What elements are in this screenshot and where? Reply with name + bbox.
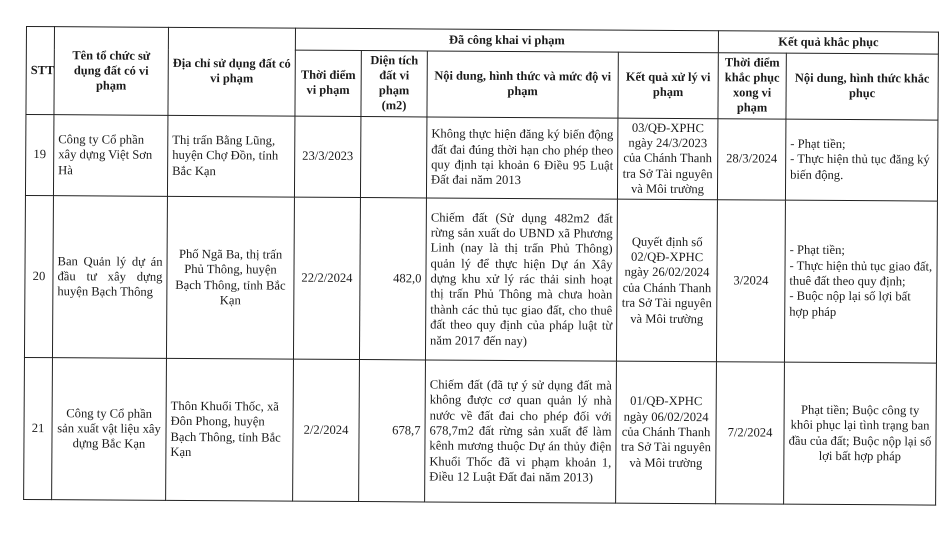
cell-stt: 19 [25, 114, 53, 196]
cell-fix-content [784, 362, 937, 505]
list-item: - Phạt tiền; [790, 136, 846, 151]
header-fix-content: Nội dung, hình thức khắc phục [786, 53, 938, 119]
list-item: - Phạt tiền; [789, 243, 845, 258]
cell-fix-time: 3/2024 [716, 200, 785, 362]
list-item: - Buộc nộp lại số lợi bất hợp pháp [789, 289, 911, 319]
header-address: Địa chỉ sử dụng đất có vi phạm [168, 27, 296, 115]
cell-org: Ban Quản lý dự án đầu tư xây dựng huyện Bạch Thông [52, 196, 167, 359]
cell-org: Công ty Cổ phần xây dựng Việt Sơn Hà [53, 114, 167, 196]
header-content: Nội dung, hình thức và mức độ vi phạm [427, 51, 618, 118]
cell-time: 2/2/2024 [293, 359, 360, 501]
violation-table [23, 26, 939, 506]
header-fix-time: Thời điểm khắc phục xong vi phạm [718, 53, 786, 119]
document-sheet [23, 26, 938, 494]
table-row [24, 358, 937, 506]
cell-org: Công ty Cổ phần sản xuất vật liệu xây dựng Bắc Kạn [52, 358, 167, 501]
cell-address: Phố Ngã Ba, thị trấn Phủ Thông, huyện Bạch Thông, tỉnh Bắc Kạn [166, 197, 294, 360]
cell-result: Quyết định số 02/QĐ-XPHC ngày 26/02/2024 của Chánh Thanh tra Sở Tài nguyên và Môi trường [616, 199, 717, 362]
list-item: - Thực hiện thủ tục giao đất, thuê đất theo quy định; [789, 258, 933, 289]
list-item: Phạt tiền; Buộc công ty khôi phục lại tình trạng ban đầu của đất; Buộc nộp lại số lợi bất hợp pháp [788, 402, 932, 464]
cell-content: Chiếm đất (đã tự ý sử dụng đất mà không được cơ quan quản lý nhà nước về đất đai cho phép đối với 678,7m2 đất rừng sản xuất để làm kênh mương thuộc Dự án thủy điện Khuổi Thốc đã vi phạm khoản 1, Điều 12 Luật Đất đai năm 2013) [425, 360, 617, 503]
cell-fix-time: 28/3/2024 [717, 118, 785, 200]
header-time: Thời điểm vi phạm [295, 50, 361, 116]
list-item: - Thực hiện thủ tục đăng ký biến động. [790, 151, 930, 182]
header-org: Tên tổ chức sử dụng đất có vi phạm [54, 27, 169, 115]
table-row [24, 196, 937, 364]
cell-result: 01/QĐ-XPHC ngày 06/02/2024 của Chánh Thanh tra Sở Tài nguyên và Môi trường [616, 361, 717, 504]
table-row [25, 114, 937, 201]
header-area: Diện tích đất vi phạm (m2) [361, 51, 427, 117]
cell-result: 03/QĐ-XPHC ngày 24/3/2023 của Chánh Thanh tra Sở Tài nguyên và Môi trường [617, 118, 717, 200]
cell-time: 23/3/2023 [294, 116, 360, 198]
cell-fix-content [785, 119, 937, 202]
cell-area [360, 116, 426, 198]
cell-area: 678,7 [359, 360, 426, 502]
cell-address: Thị trấn Bằng Lũng, huyện Chợ Đồn, tỉnh Bắc Kạn [167, 115, 294, 198]
cell-fix-time: 7/2/2024 [716, 362, 785, 504]
cell-fix-content [784, 200, 937, 363]
cell-time: 22/2/2024 [293, 197, 360, 359]
header-stt: STT [26, 27, 55, 115]
header-group-fix: Kết quả khắc phục [718, 31, 938, 54]
cell-area: 482,0 [359, 198, 426, 360]
cell-content: Chiếm đất (Sử dụng 482m2 đất rừng sản xuất do UBND xã Phương Linh (nay là thị trấn Phủ Thông) quản lý để thực hiện Dự án Xây dựng khu xử lý rác thải sinh hoạt thị trấn Phủ Thông mà chưa hoàn thành các thủ tục giao đất, cho thuê đất theo quy định của pháp luật từ năm 2017 đến nay) [425, 198, 617, 361]
cell-address: Thôn Khuổi Thốc, xã Đôn Phong, huyện Bạch Thông, tỉnh Bắc Kạn [166, 359, 294, 502]
header-result: Kết quả xử lý vi phạm [618, 52, 718, 118]
cell-content: Không thực hiện đăng ký biến động đất đai đúng thời hạn cho phép theo quy định tại khoản 6 Điều 95 Luật Đất đai năm 2013 [426, 116, 617, 199]
cell-stt: 21 [24, 358, 53, 500]
header-group-violation: Đã công khai vi phạm [295, 28, 718, 53]
cell-stt: 20 [24, 196, 53, 358]
